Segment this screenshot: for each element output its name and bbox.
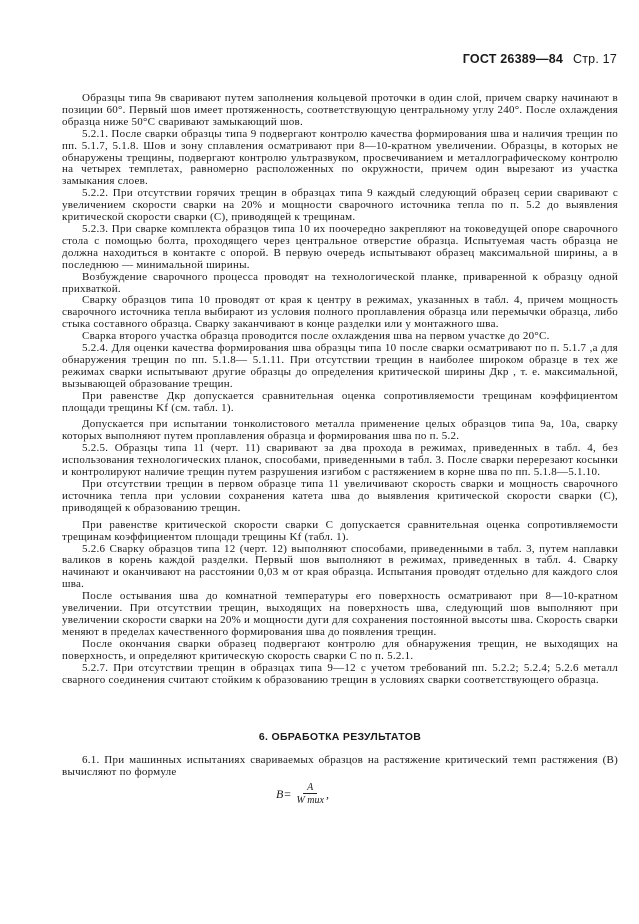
- paragraph: Сварку образцов типа 10 проводят от края к центру в режимах, указанных в табл. 4, причем мощность сварочного источника тепла выбирают из условия полного проплавления образца или перемычки образца, либо стыка составного образца. Сварку заканчивают в конце разделки или у монтажного шва.: [62, 294, 618, 331]
- paragraph-6-1: 6.1. При машинных испытаниях свариваемых образцов на растяжение критический темп растяжения (B) вычисляют по формуле: [62, 754, 618, 778]
- formula-denominator: W тих: [296, 795, 324, 806]
- paragraph: Возбуждение сварочного процесса проводят на технологической планке, приваренной к образцу одной прихваткой.: [62, 270, 618, 295]
- paragraph: После остывания шва до комнатной температуры его поверхность осматривают при 8—10-кратном увеличении. При отсутствии трещин, выходящих на поверхность шва, следующий шов выполняют при увеличении скорости сварки на 20% и мощности дуги для сохранения постоянной высоты шва. Скорость сварки меняют в пределах качественного формирования шва до появления трещин.: [62, 590, 618, 638]
- page-header: [463, 52, 617, 66]
- paragraph: 5.2.3. При сварке комплекта образцов типа 10 их поочередно закрепляют на токоведущей опоре сварочного стола с помощью болта, проходящего через центральное отверстие образца. Испытуемая часть образца не должна находиться в контакте с опорой. В первую очередь испытывают образец максимальной ширины, а в последнюю — минимальной ширины.: [62, 222, 618, 271]
- standard-number: ГОСТ 26389—84: [462, 52, 564, 66]
- formula-trail: ,: [325, 786, 329, 801]
- paragraph: После окончания сварки образец подвергают контролю для обнаружения трещин, не выходящих на поверхность, и определяют критическую скорость сварки C по п. 5.2.1.: [62, 637, 618, 662]
- formula: [276, 782, 329, 806]
- paragraph: При равенстве критической скорости сварки C допускается сравнительная оценка сопротивляемости трещинам коэффициентом площади трещины Kf (табл. 1).: [62, 518, 618, 543]
- paragraph: 5.2.1. После сварки образцы типа 9 подвергают контролю качества формирования шва и наличия трещин по пп. 5.1.7, 5.1.8. Шов и зону сплавления осматривают при 8—10-кратном увеличении. Образцы, в которых не обнаружены трещины, подвергают контролю ультразвуком, просвечиванием и металлографическому контролю на четырех темплетах, равномерно расположенных по окружности, причем один вырезают из участка замыкания слоев.: [62, 127, 618, 188]
- body-text: [62, 93, 618, 686]
- paragraph: 5.2.6 Сварку образцов типа 12 (черт. 12) выполняют способами, приведенными в табл. 3, путем наплавки валиков в корень каждой разделки. Первый шов выполняют в режимах, приведенных в табл. 4. Сварку начинают и оканчивают на расстоянии 0,03 м от края образца. Испытания проводят отдельно для каждого слоя шва.: [62, 542, 618, 591]
- formula-lhs: B=: [276, 786, 292, 801]
- paragraph: 5.2.7. При отсутствии трещин в образцах типа 9—12 с учетом требований пп. 5.2.2; 5.2.4; 5.2.6 металл сварного соединения считают стойким к образованию трещин в условиях сварки соответствующего образца.: [62, 661, 618, 686]
- section-heading: 6. ОБРАБОТКА РЕЗУЛЬТАТОВ: [258, 731, 422, 743]
- paragraph: Образцы типа 9в сваривают путем заполнения кольцевой проточки в один слой, причем сварку начинают в позиции 60°. Первый шов имеет протяженность, соответствующую центральному углу 240°. После охлаждения образца ниже 50°С сваривают замыкающий шов.: [62, 92, 618, 128]
- formula-fraction: [294, 782, 326, 806]
- paragraph: 5.2.5. Образцы типа 11 (черт. 11) сваривают за два прохода в режимах, приведенных в табл. 4, без использования технологических планок, способами, приведенными в табл. 3. После сварки перерезают косынки и контролируют наличие трещин путем разрушения изгибом с растяжением в корне шва по пп. 5.1.8—5.1.10.: [62, 442, 618, 479]
- paragraph: При равенстве Дкр допускается сравнительная оценка сопротивляемости трещинам коэффициентом площади трещины Kf (см. табл. 1).: [62, 389, 618, 414]
- paragraph: При отсутствии трещин в первом образце типа 11 увеличивают скорость сварки и мощность сварочного источника тепла при условии сохранения катета шва до выявления критической скорости сварки (C), приводящей к образованию трещин.: [62, 478, 618, 514]
- paragraph: 5.2.2. При отсутствии горячих трещин в образцах типа 9 каждый следующий образец серии сваривают с увеличением скорости сварки на 20% и мощности сварочного источника тепла по п. 5.2 до выявления критической скорости сварки (C), приводящей к трещинам.: [62, 187, 618, 224]
- formula-numerator: A: [303, 782, 317, 794]
- paragraph: Допускается при испытании тонколистового металла применение целых образцов типа 9а, 10а, сварку которых выполняют путем проплавления образца и формирования шва по п. 5.2.: [62, 418, 618, 443]
- paragraph: Сварка второго участка образца проводится после охлаждения шва на первом участке до 20°С.: [82, 330, 550, 343]
- page-number: Стр. 17: [573, 52, 617, 66]
- paragraph: 5.2.4. Для оценки качества формирования шва образцы типа 10 после сварки осматривают по п. 5.1.7 ,а для обнаружения трещин по пп. 5.1.8— 5.1.11. При отсутствии трещин в наиболее широком образце в тех же режимах сварки испытывают другие образцы до определения критической ширины Дкр , т. е. максимальной, вызывающей образование трещин.: [62, 342, 618, 390]
